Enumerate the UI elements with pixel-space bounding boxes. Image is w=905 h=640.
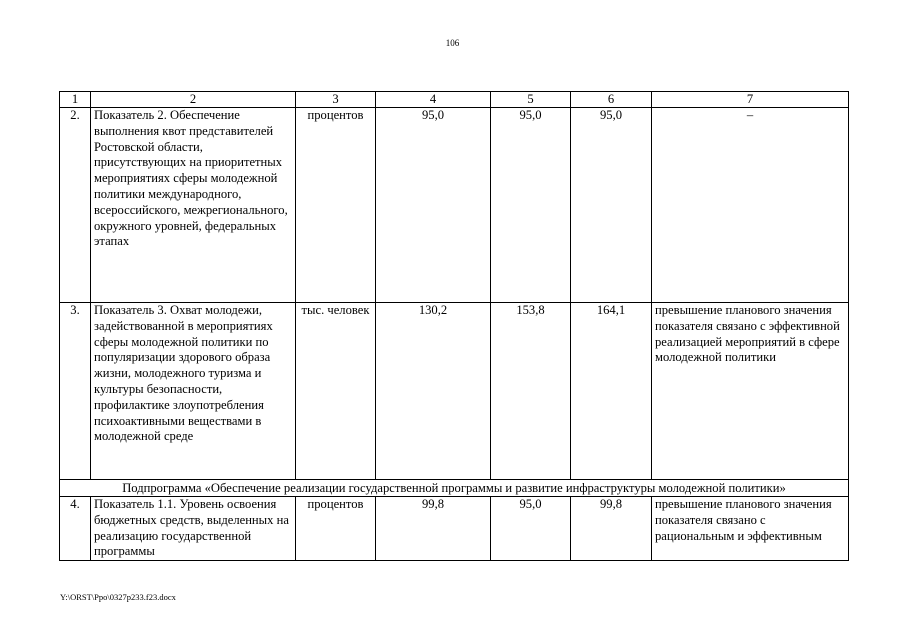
indicator-name: Показатель 1.1. Уровень освоения бюджетных средств, выделенных на реализацию государственной программы	[91, 497, 296, 561]
value-col-6: 164,1	[571, 303, 652, 480]
column-header-2: 2	[91, 92, 296, 108]
row-number: 4.	[60, 497, 91, 561]
value-col-4: 95,0	[376, 108, 491, 303]
indicator-name: Показатель 2. Обеспечение выполнения квот представителей Ростовской области, присутствующих на приоритетных мероприятиях сферы молодежной политики международного, всероссийского, межрегионального, окружного уровней, федеральных этапах	[91, 108, 296, 303]
indicator-name: Показатель 3. Охват молодежи, задействованной в мероприятиях сферы молодежной политики по популяризации здорового образа жизни, молодежного туризма и культуры безопасности, профилактике злоупотребления психоактивными веществами в молодежной среде	[91, 303, 296, 480]
value-col-6: 95,0	[571, 108, 652, 303]
table-row	[60, 108, 849, 303]
column-header-7: 7	[652, 92, 849, 108]
value-col-5: 153,8	[491, 303, 571, 480]
value-col-5: 95,0	[491, 497, 571, 561]
unit-of-measure: процентов	[296, 108, 376, 303]
subprogram-row	[60, 480, 849, 497]
column-number-header-row	[60, 92, 849, 108]
page-number: 106	[445, 38, 460, 48]
column-header-6: 6	[571, 92, 652, 108]
column-header-3: 3	[296, 92, 376, 108]
row-number: 3.	[60, 303, 91, 480]
value-col-4: 99,8	[376, 497, 491, 561]
table-row	[60, 497, 849, 561]
row-number: 2.	[60, 108, 91, 303]
table-row	[60, 303, 849, 480]
column-header-4: 4	[376, 92, 491, 108]
file-path-footer: Y:\ORST\Ppo\0327p233.f23.docx	[60, 592, 176, 602]
value-col-5: 95,0	[491, 108, 571, 303]
unit-of-measure: тыс. человек	[296, 303, 376, 480]
deviation-note: –	[652, 108, 849, 303]
subprogram-title: Подпрограмма «Обеспечение реализации государственной программы и развитие инфраструктуры молодежной политики»	[60, 480, 849, 497]
value-col-4: 130,2	[376, 303, 491, 480]
value-col-6: 99,8	[571, 497, 652, 561]
column-header-1: 1	[60, 92, 91, 108]
column-header-5: 5	[491, 92, 571, 108]
deviation-note: превышение планового значения показателя связано с рациональным и эффективным	[652, 497, 849, 561]
deviation-note: превышение планового значения показателя связано с эффективной реализацией мероприятий в сфере молодежной политики	[652, 303, 849, 480]
indicators-table	[59, 91, 849, 561]
unit-of-measure: процентов	[296, 497, 376, 561]
